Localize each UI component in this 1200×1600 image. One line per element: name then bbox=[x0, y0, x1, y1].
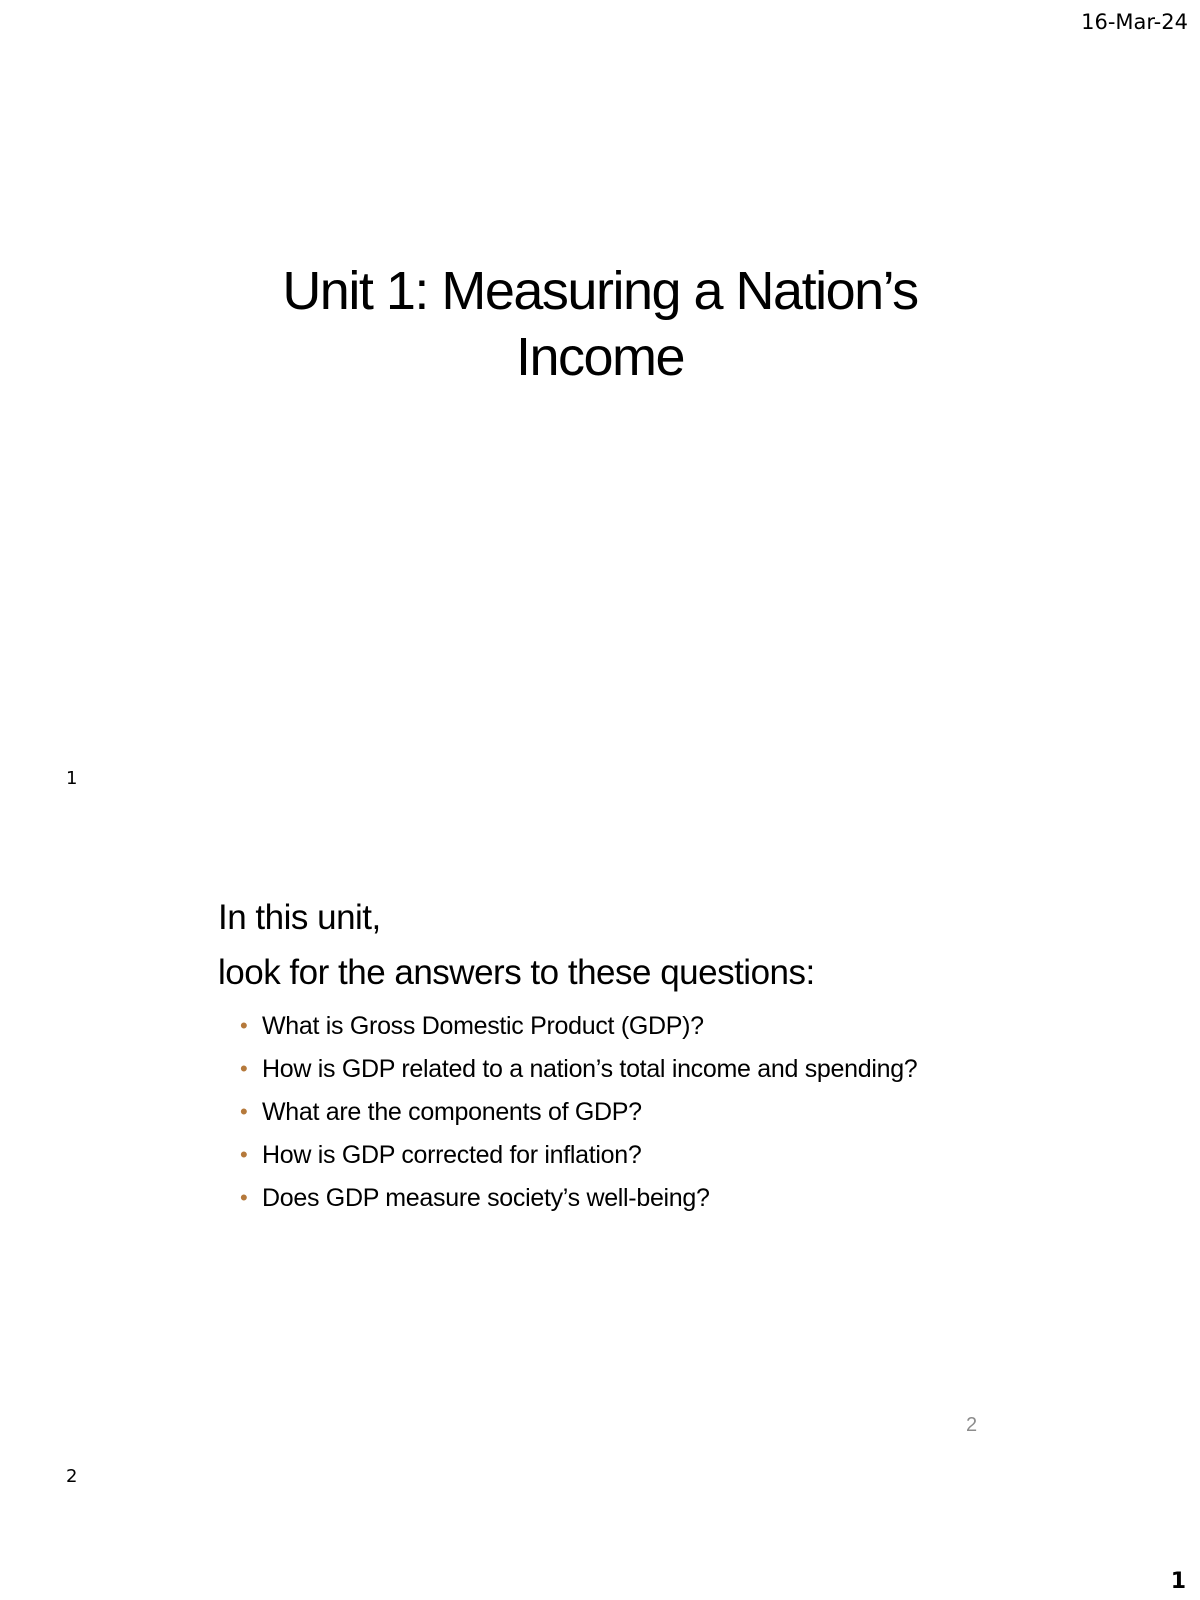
slide-1-title-line-1: Unit 1: Measuring a Nation’s bbox=[282, 261, 918, 321]
page-number: 1 bbox=[1170, 1569, 1186, 1594]
slide-2-number: 2 bbox=[66, 1466, 78, 1487]
print-date: 16-Mar-24 bbox=[1081, 10, 1188, 34]
slide-1-number: 1 bbox=[66, 768, 78, 789]
list-item bbox=[238, 1182, 918, 1214]
list-item bbox=[238, 1096, 918, 1128]
slide-2-question-list bbox=[238, 1010, 918, 1225]
slide-2-heading-line-2: look for the answers to these questions: bbox=[218, 953, 815, 992]
question-text: How is GDP corrected for inflation? bbox=[262, 1141, 642, 1169]
bullet-icon: • bbox=[240, 1099, 248, 1124]
question-text: What is Gross Domestic Product (GDP)? bbox=[262, 1012, 704, 1040]
bullet-icon: • bbox=[240, 1142, 248, 1167]
question-text: Does GDP measure society’s well-being? bbox=[262, 1184, 710, 1212]
list-item bbox=[238, 1053, 918, 1085]
slide-1-title-line-2: Income bbox=[515, 327, 685, 387]
list-item bbox=[238, 1010, 918, 1042]
question-text: What are the components of GDP? bbox=[262, 1098, 642, 1126]
bullet-icon: • bbox=[240, 1056, 248, 1081]
bullet-icon: • bbox=[240, 1185, 248, 1210]
bullet-icon: • bbox=[240, 1013, 248, 1038]
slide-2-footer-number: 2 bbox=[966, 1414, 978, 1436]
slide-2-heading-line-1: In this unit, bbox=[218, 898, 381, 937]
slide-1-title bbox=[200, 258, 1000, 390]
question-text: How is GDP related to a nation’s total income and spending? bbox=[262, 1055, 918, 1083]
list-item bbox=[238, 1139, 918, 1171]
